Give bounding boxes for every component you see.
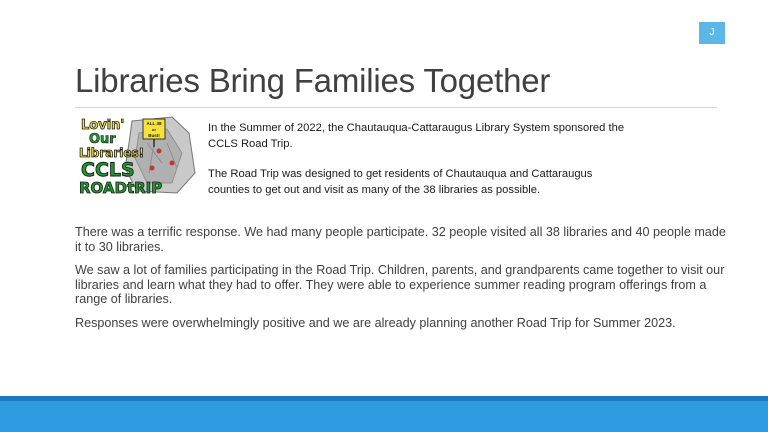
intro-text — [208, 121, 628, 198]
sign-line-2: or — [152, 127, 156, 132]
intro-paragraph-1: In the Summer of 2022, the Chautauqua-Cattaraugus Library System sponsored the CCLS Road Trip. — [208, 122, 625, 150]
intro-paragraph-2: The Road Trip was designed to get residents of Chautauqua and Cattaraugus counties to get out and visit as many of the 38 libraries as possible. — [208, 168, 593, 196]
logo-line-4: CCLS — [81, 159, 135, 181]
sign-line-1: ALL 38 — [146, 121, 162, 126]
logo-line-1: Lovin' — [81, 118, 125, 133]
logo-line-5: ROADtRIP — [79, 179, 163, 197]
logo-line-2: Our — [89, 132, 116, 147]
sign-line-3: Bust! — [148, 133, 160, 138]
body-paragraph-1: There was a terrific response. We had many people participate. 32 people visited all 38 libraries and 40 people made it to 30 libraries. — [75, 225, 726, 254]
footer-bar — [0, 401, 768, 432]
slide-title: Libraries Bring Families Together — [75, 62, 551, 99]
body-text — [75, 225, 735, 340]
title-divider — [75, 107, 717, 108]
ccls-road-trip-logo — [77, 113, 197, 197]
body-paragraph-3: Responses were overwhelmingly positive and we are already planning another Road Trip for Summer 2023. — [75, 315, 676, 330]
slide-number-badge: J — [699, 22, 725, 44]
logo-line-3: Libraries! — [79, 146, 145, 160]
body-paragraph-2: We saw a lot of families participating in the Road Trip. Children, parents, and grandparents came together to visit our libraries and learn what they had to offer. They were able to experience summer reading program offerings from a range of libraries. — [75, 263, 725, 307]
